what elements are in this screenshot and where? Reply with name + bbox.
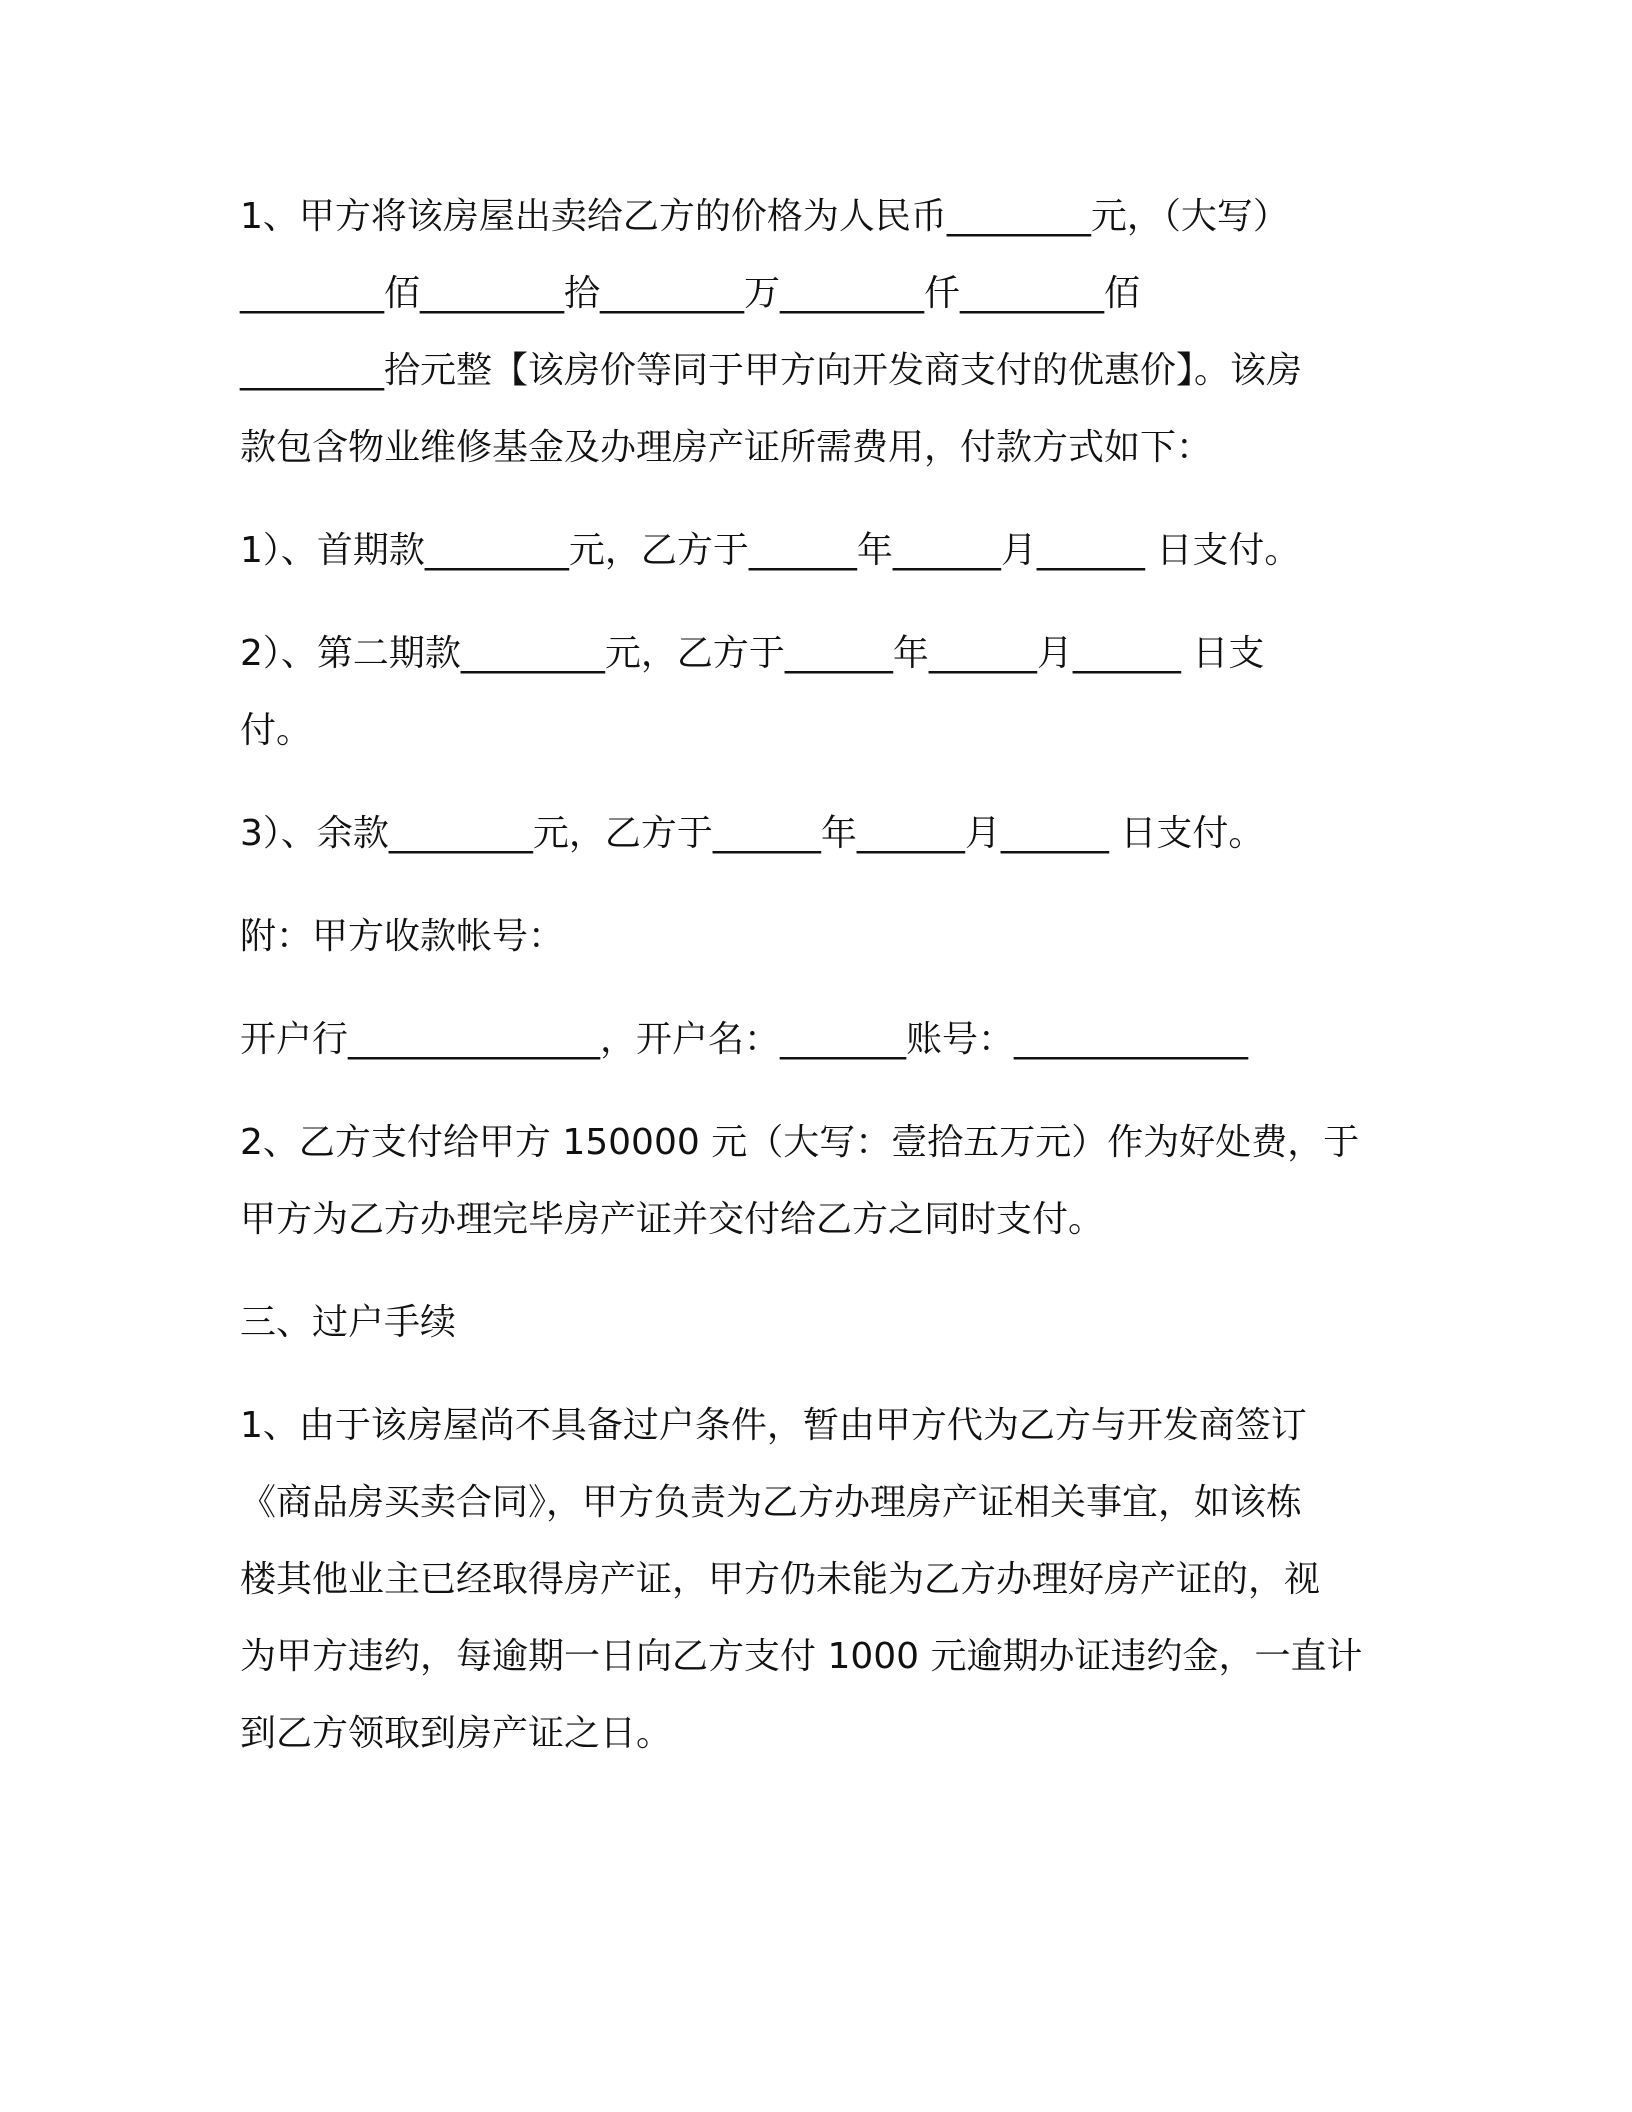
price-clause-line-1: 1、甲方将该房屋出卖给乙方的价格为人民币________元，（大写） [240,196,1289,237]
first-payment: 1）、首期款________元，乙方于______年______月______ 日支付。 [240,530,1301,571]
section-title-transfer: 三、过户手续 [240,1302,457,1343]
second-payment [240,615,1390,769]
document-page [240,178,1390,1772]
transfer-clause [240,1387,1390,1772]
price-clause [240,178,1390,486]
price-clause-line-2: ________佰________拾________万________仟________佰 [240,273,1140,314]
bonus-clause-line-1: 2、乙方支付给甲方 150000 元（大写：壹拾五万元）作为好处费，于 [240,1122,1360,1163]
bonus-clause [240,1104,1390,1258]
transfer-clause-line-5: 到乙方领取到房产证之日。 [240,1713,673,1754]
transfer-clause-line-3: 楼其他业主已经取得房产证，甲方仍未能为乙方办理好房产证的，视 [240,1559,1321,1600]
price-clause-line-4: 款包含物业维修基金及办理房产证所需费用，付款方式如下： [240,427,1213,468]
price-clause-line-3: ________拾元整【该房价等同于甲方向开发商支付的优惠价】。该房 [240,350,1303,391]
second-payment-line-1: 2）、第二期款________元，乙方于______年______月______ 日支 [240,633,1265,674]
second-payment-line-2: 付。 [240,710,313,751]
transfer-clause-line-4: 为甲方违约，每逾期一日向乙方支付 1000 元逾期办证违约金，一直计 [240,1636,1363,1677]
account-title: 附：甲方收款帐号： [240,916,565,957]
account-details: 开户行______________，开户名：_______账号：_____________ [240,1019,1249,1060]
transfer-clause-line-2: 《商品房买卖合同》，甲方负责为乙方办理房产证相关事宜，如该栋 [240,1482,1303,1523]
bonus-clause-line-2: 甲方为乙方办理完毕房产证并交付给乙方之同时支付。 [240,1199,1105,1240]
final-payment: 3）、余款________元，乙方于______年______月______ 日支付。 [240,813,1265,854]
transfer-clause-line-1: 1、由于该房屋尚不具备过户条件，暂由甲方代为乙方与开发商签订 [240,1405,1307,1446]
